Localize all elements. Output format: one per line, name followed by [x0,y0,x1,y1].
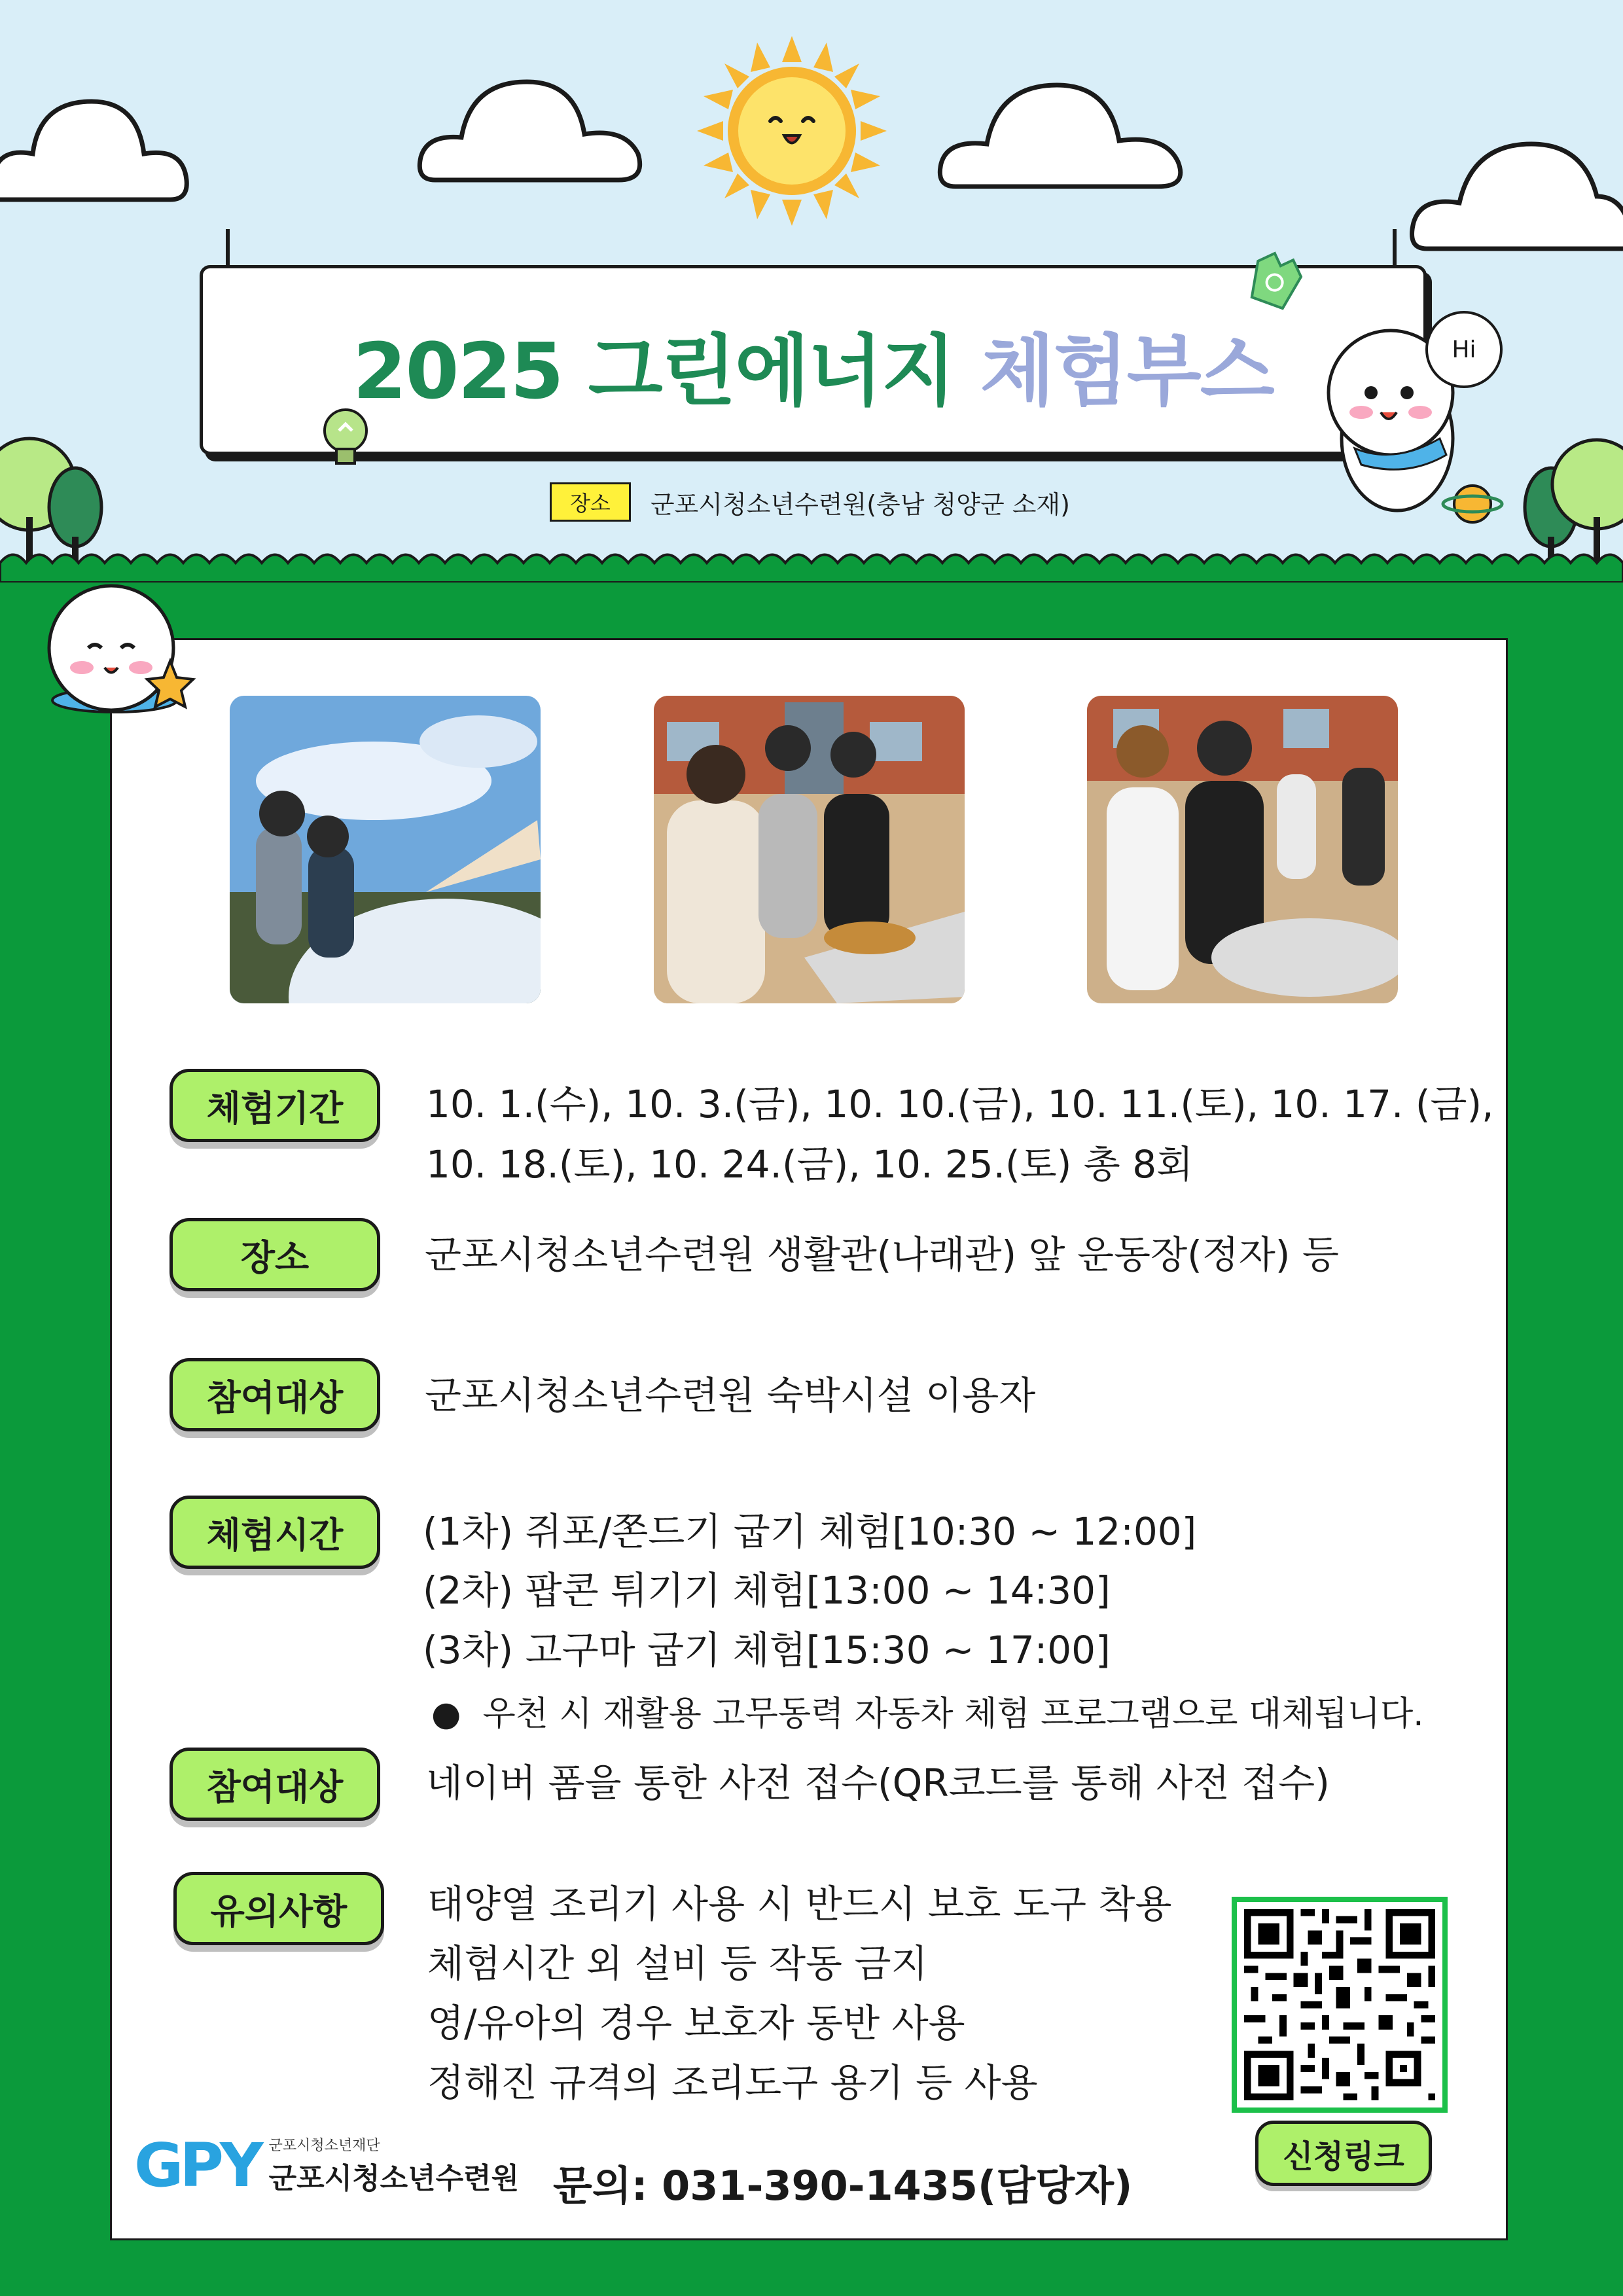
location-row [550,484,1070,520]
label-registration: 참여대상 [169,1748,380,1821]
logo-big-text: 군포시청소년수련원 [268,2162,520,2195]
photo-2 [654,696,965,1003]
title-green-text: 2025 그린에너지 [353,326,955,416]
target-line: 군포시청소년수련원 숙박시설 이용자 [425,1373,1036,1418]
photo-1 [230,696,541,1003]
qr-code[interactable] [1232,1897,1448,2113]
notice-line-3: 영/유아의 경우 보호자 동반 사용 [427,2001,965,2045]
tree-icon [1518,425,1623,563]
photo-3 [1087,696,1398,1003]
logo-mark-text: GPY [134,2130,260,2200]
location-tag: 장소 [550,482,631,522]
cloud-icon [1407,98,1623,262]
label-target: 참여대상 [169,1358,380,1431]
logo-mark [134,2130,260,2200]
logo-small-text: 군포시청소년재단 [268,2138,380,2154]
rain-note [431,1686,1424,1735]
title-purple-text: 체험부스 [980,326,1274,416]
lightbulb-icon [319,406,372,471]
mascot-left [36,576,213,726]
time-line-1: (1차) 쥐포/쫀드기 굽기 체험[10:30 ~ 12:00] [423,1509,1197,1554]
label-time: 체험시간 [169,1496,380,1569]
speech-text: Hi [1452,336,1476,363]
bullet-icon: ● [431,1695,483,1734]
label-notice: 유의사항 [173,1872,384,1945]
contact-info: 문의: 031-390-1435(담당자) [553,2162,1133,2210]
label-place: 장소 [169,1218,380,1291]
notice-line-4: 정해진 규격의 조리도구 용기 등 사용 [427,2060,1038,2105]
logo-text [269,2134,520,2197]
location-text: 군포시청소년수련원(충남 청양군 소재) [650,490,1070,519]
organization-logo [134,2130,519,2200]
tree-icon [0,425,111,563]
rain-note-text: 우천 시 재활용 고무동력 자동차 체험 프로그램으로 대체됩니다. [482,1695,1424,1734]
cloud-icon [936,36,1211,200]
time-line-3: (3차) 고구마 굽기 체험[15:30 ~ 17:00] [423,1628,1111,1672]
time-line-2: (2차) 팝콘 튀기기 체험[13:00 ~ 14:30] [423,1568,1111,1613]
label-period: 체험기간 [169,1069,380,1142]
period-line-2: 10. 18.(토), 10. 24.(금), 10. 25.(토) 총 8회 [426,1142,1194,1187]
recycle-bag-icon [1240,242,1312,314]
notice-line-1: 태양열 조리기 사용 시 반드시 보호 도구 착용 [427,1882,1172,1926]
sun-icon [697,36,887,226]
notice-line-2: 체험시간 외 설비 등 작동 금지 [427,1941,928,1986]
cloud-icon [416,36,671,193]
grass-edge [0,543,1623,583]
speech-bubble [1425,311,1503,388]
period-line-1: 10. 1.(수), 10. 3.(금), 10. 10.(금), 10. 11.(토), 10. 17. (금), [426,1082,1494,1126]
page-title [203,309,1423,420]
place-line: 군포시청소년수련원 생활관(나래관) 앞 운동장(정자) 등 [425,1232,1339,1277]
registration-line: 네이버 폼을 통한 사전 접수(QR코드를 통해 사전 접수) [426,1761,1330,1805]
cloud-icon [0,62,203,213]
apply-link-button[interactable]: 신청링크 [1255,2121,1432,2186]
